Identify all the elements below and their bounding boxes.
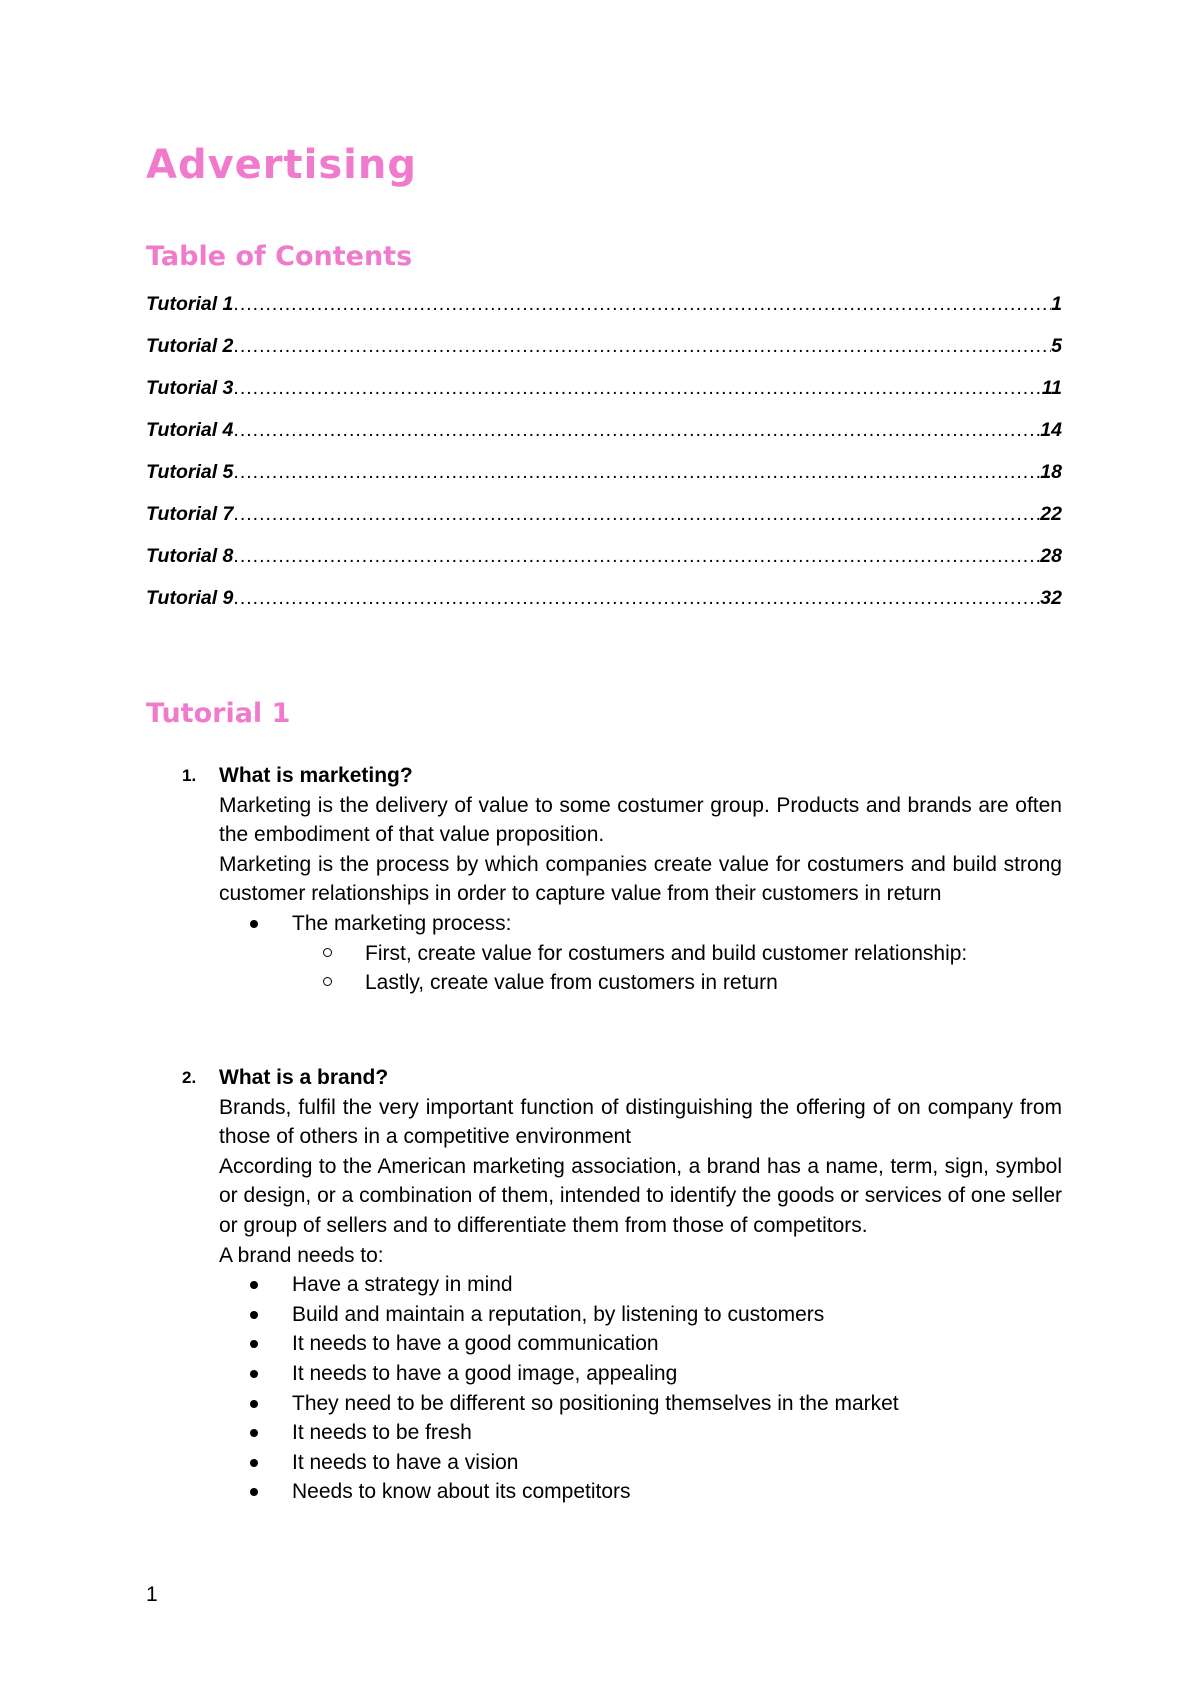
question-title: What is marketing? xyxy=(219,764,413,787)
toc-entry-tutorial-4[interactable] xyxy=(146,417,1062,459)
toc-dot-leader xyxy=(233,417,1040,443)
bullet-icon xyxy=(250,1459,258,1467)
bullet-icon xyxy=(250,1370,258,1378)
answer-paragraph: Brands, fulfil the very important function of distinguishing the offering of on company from those of others in a competitive environment xyxy=(219,1095,1062,1149)
list-item-text: It needs to have a good communication xyxy=(292,1332,659,1356)
toc-dot-leader xyxy=(233,375,1041,401)
bullet-icon xyxy=(250,920,258,928)
answer-intro: A brand needs to: xyxy=(219,1243,384,1267)
toc-entry-label: Tutorial 9 xyxy=(146,587,234,609)
list-item-text: Lastly, create value from customers in return xyxy=(365,971,778,995)
list-item-text: Have a strategy in mind xyxy=(292,1273,513,1297)
bullet-icon xyxy=(250,1429,258,1437)
answer-paragraph: Marketing is the delivery of value to some costumer group. Products and brands are often the embodiment of that value proposition. xyxy=(219,793,1062,847)
toc-dot-leader xyxy=(233,291,1051,317)
bullet-icon xyxy=(250,1311,258,1319)
hollow-bullet-icon xyxy=(323,977,332,986)
list-item xyxy=(146,1477,1062,1507)
toc-entry-label: Tutorial 1 xyxy=(146,293,234,315)
list-item-text: The marketing process: xyxy=(292,911,512,935)
document-title: Advertising xyxy=(146,142,417,188)
toc-entry-label: Tutorial 3 xyxy=(146,377,234,399)
toc-entry-label: Tutorial 5 xyxy=(146,461,234,483)
list-item-text: It needs to be fresh xyxy=(292,1421,472,1445)
toc-entry-tutorial-1[interactable] xyxy=(146,291,1062,333)
toc-entry-tutorial-7[interactable] xyxy=(146,501,1062,543)
toc-entry-page: 14 xyxy=(1040,419,1062,441)
answer-paragraph: According to the American marketing association, a brand has a name, term, sign, symbol or design, or a combination of them, intended to identify the goods or services of one seller or group of sellers and to differentiate them from those of competitors. xyxy=(219,1154,1062,1237)
list-item xyxy=(146,909,1062,939)
toc-entry-label: Tutorial 8 xyxy=(146,545,234,567)
toc-dot-leader xyxy=(233,459,1040,485)
toc-entry-tutorial-3[interactable] xyxy=(146,375,1062,417)
bullet-icon xyxy=(250,1340,258,1348)
question-2 xyxy=(146,1063,1062,1507)
question-number: 2. xyxy=(182,1068,197,1087)
toc-entry-label: Tutorial 4 xyxy=(146,419,234,441)
toc-entry-tutorial-5[interactable] xyxy=(146,459,1062,501)
hollow-bullet-icon xyxy=(323,948,332,957)
toc-entry-tutorial-9[interactable] xyxy=(146,585,1062,627)
list-item xyxy=(146,1359,1062,1389)
toc-entry-page: 28 xyxy=(1040,545,1062,567)
question-1 xyxy=(146,761,1062,998)
toc-entry-page: 18 xyxy=(1040,461,1062,483)
toc-dot-leader xyxy=(233,501,1040,527)
list-item-text: Needs to know about its competitors xyxy=(292,1480,631,1504)
question-number: 1. xyxy=(182,766,197,785)
list-item xyxy=(146,1389,1062,1419)
bullet-icon xyxy=(250,1281,258,1289)
list-item xyxy=(146,1300,1062,1330)
toc-dot-leader xyxy=(233,543,1040,569)
section-heading-tutorial-1: Tutorial 1 xyxy=(146,698,291,729)
list-item-text: It needs to have a vision xyxy=(292,1450,519,1474)
list-item-text: It needs to have a good image, appealing xyxy=(292,1361,678,1385)
bullet-list xyxy=(146,1270,1062,1507)
list-item xyxy=(146,1270,1062,1300)
bullet-list xyxy=(146,909,1062,939)
list-item xyxy=(219,968,1062,998)
toc-entry-page: 32 xyxy=(1040,587,1062,609)
table-of-contents xyxy=(146,291,1062,627)
toc-entry-page: 1 xyxy=(1051,293,1062,315)
list-item xyxy=(219,939,1062,969)
toc-heading: Table of Contents xyxy=(146,241,413,272)
page-number: 1 xyxy=(146,1583,158,1606)
answer-paragraph: Marketing is the process by which companies create value for costumers and build strong customer relationships in order to capture value from their customers in return xyxy=(219,852,1062,906)
toc-entry-tutorial-2[interactable] xyxy=(146,333,1062,375)
list-item-text: Build and maintain a reputation, by listening to customers xyxy=(292,1302,825,1326)
bullet-icon xyxy=(250,1400,258,1408)
sub-bullet-list xyxy=(219,939,1062,998)
list-item-text: First, create value for costumers and build customer relationship: xyxy=(365,941,968,965)
question-title: What is a brand? xyxy=(219,1066,389,1089)
toc-entry-page: 5 xyxy=(1051,335,1062,357)
toc-entry-page: 11 xyxy=(1041,377,1062,399)
toc-dot-leader xyxy=(233,585,1040,611)
toc-entry-page: 22 xyxy=(1040,503,1062,525)
toc-entry-tutorial-8[interactable] xyxy=(146,543,1062,585)
list-item-text: They need to be different so positioning themselves in the market xyxy=(292,1391,899,1415)
toc-dot-leader xyxy=(233,333,1051,359)
list-item xyxy=(146,1329,1062,1359)
list-item xyxy=(146,1418,1062,1448)
bullet-icon xyxy=(250,1488,258,1496)
toc-entry-label: Tutorial 2 xyxy=(146,335,234,357)
list-item xyxy=(146,1448,1062,1478)
toc-entry-label: Tutorial 7 xyxy=(146,503,234,525)
